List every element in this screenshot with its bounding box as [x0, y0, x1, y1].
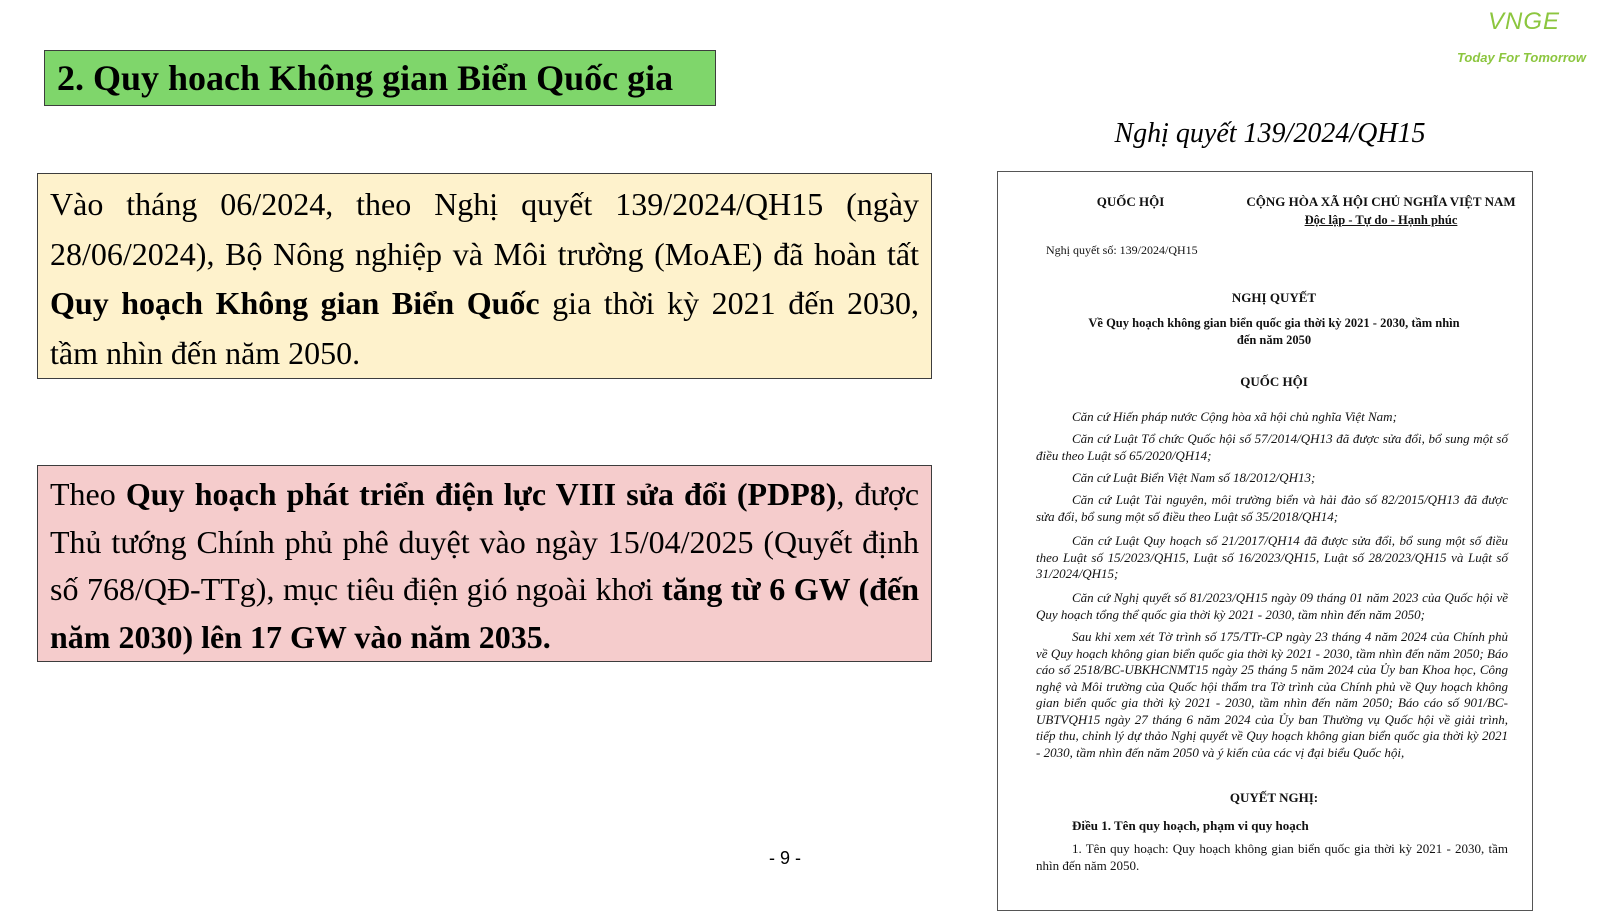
box2-bold-2: tăng từ 6 GW (đến năm 2030) lên 17 GW vào năm 2035. [50, 571, 920, 655]
box2-text-1: Theo [50, 476, 126, 512]
logo-tagline: Today For Tomorrow [1456, 50, 1586, 65]
pdp8-summary-box [37, 465, 932, 662]
logo-wordmark: VNGE [1487, 8, 1560, 35]
doc-article-1-item: 1. Tên quy hoạch: Quy hoạch không gian biển quốc gia thời kỳ 2021 - 2030, tầm nhìn đến năm 2050. [1036, 841, 1508, 873]
slide-title: 2. Quy hoach Không gian Biển Quốc gia [44, 50, 716, 106]
doc-article-1: Điều 1. Tên quy hoạch, phạm vi quy hoạch [1072, 818, 1309, 833]
doc-basis: Căn cứ Hiến pháp nước Cộng hòa xã hội chủ nghĩa Việt Nam; [1072, 409, 1397, 424]
doc-body-heading: QUỐC HỘI [1240, 374, 1308, 389]
doc-resolves: QUYẾT NGHỊ: [1229, 790, 1319, 805]
doc-nation: CỘNG HÒA XÃ HỘI CHỦ NGHĨA VIỆT NAM [1246, 194, 1516, 209]
box1-bold: Quy hoạch Không gian Biển Quốc [50, 285, 540, 321]
resolution-document-image [997, 171, 1533, 911]
doc-basis: Căn cứ Nghị quyết số 81/2023/QH15 ngày 09 tháng 01 năm 2023 của Quốc hội về Quy hoạch tổng thể quốc gia thời kỳ 2021 - 2030, tầm nhìn đến năm 2050; [1036, 590, 1508, 622]
page-number: - 9 - [768, 848, 801, 868]
resolution-summary-box [37, 173, 932, 379]
doc-basis: Căn cứ Luật Biển Việt Nam số 18/2012/QH13; [1072, 470, 1316, 485]
box2-text-2: , được Thủ tướng Chính phủ phê duyệt vào ngày 15/04/2025 (Quyết định số 768/QĐ-TTg), mục tiêu điện gió ngoài khơi [50, 476, 920, 607]
doc-basis: Sau khi xem xét Tờ trình số 175/TTr-CP ngày 23 tháng 4 năm 2024 của Chính phủ về Quy hoạch không gian biển quốc gia thời kỳ 2021 - 2030, tầm nhìn đến năm 2050; Báo cáo số 2518/BC-UBKHCNMT15 ngày 25 tháng 5 năm 2024 của Ủy ban Khoa học, Công nghệ và Môi trường của Quốc hội thẩm tra Tờ trình của Chính phủ về Quy hoạch không gian biển quốc gia thời kỳ 2021 - 2030, tầm nhìn đến năm 2050; Báo cáo số 901/BC-UBTVQH15 ngày 27 tháng 6 năm 2024 của Ủy ban Thường vụ Quốc hội về giải trình, tiếp thu, chỉnh lý dự thảo Nghị quyết về Quy hoạch không gian biển quốc gia thời kỳ 2021 - 2030, tầm nhìn đến năm 2050 và ý kiến của các vị đại biểu Quốc hội, [1036, 629, 1508, 760]
doc-basis: Căn cứ Luật Quy hoạch số 21/2017/QH14 đã được sửa đổi, bổ sung một số điều theo Luật số 15/2023/QH15, Luật số 16/2023/QH15, Luật số 28/2023/QH15 và Luật số 31/2024/QH15; [1036, 533, 1508, 581]
doc-issuer: QUỐC HỘI [1096, 194, 1165, 209]
doc-type: NGHỊ QUYẾT [1231, 290, 1317, 305]
box1-text-1: Vào tháng 06/2024, theo Nghị quyết 139/2024/QH15 (ngày 28/06/2024), Bộ Nông nghiệp và Môi trường (MoAE) đã hoàn tất [50, 186, 919, 272]
box2-bold-1: Quy hoạch phát triển điện lực VIII sửa đổi (PDP8) [125, 476, 837, 512]
box1-text-2: gia thời kỳ 2021 đến 2030, tầm nhìn đến năm 2050. [50, 285, 920, 371]
doc-subject: Về Quy hoạch không gian biển quốc gia thời kỳ 2021 - 2030, tầm nhìn đến năm 2050 [1088, 316, 1460, 347]
doc-basis: Căn cứ Luật Tài nguyên, môi trường biển và hải đảo số 82/2015/QH13 đã được sửa đổi, bổ sung một số điều theo Luật số 35/2018/QH14; [1036, 492, 1508, 524]
document-caption: Nghị quyết 139/2024/QH15 [1114, 118, 1426, 149]
doc-basis: Căn cứ Luật Tổ chức Quốc hội số 57/2014/QH13 đã được sửa đổi, bổ sung một số điều theo Luật số 65/2020/QH14; [1036, 431, 1508, 463]
doc-number: Nghị quyết số: 139/2024/QH15 [1046, 243, 1198, 257]
vnge-logo [1436, 6, 1586, 76]
doc-motto: Độc lập - Tự do - Hạnh phúc [1304, 213, 1458, 227]
